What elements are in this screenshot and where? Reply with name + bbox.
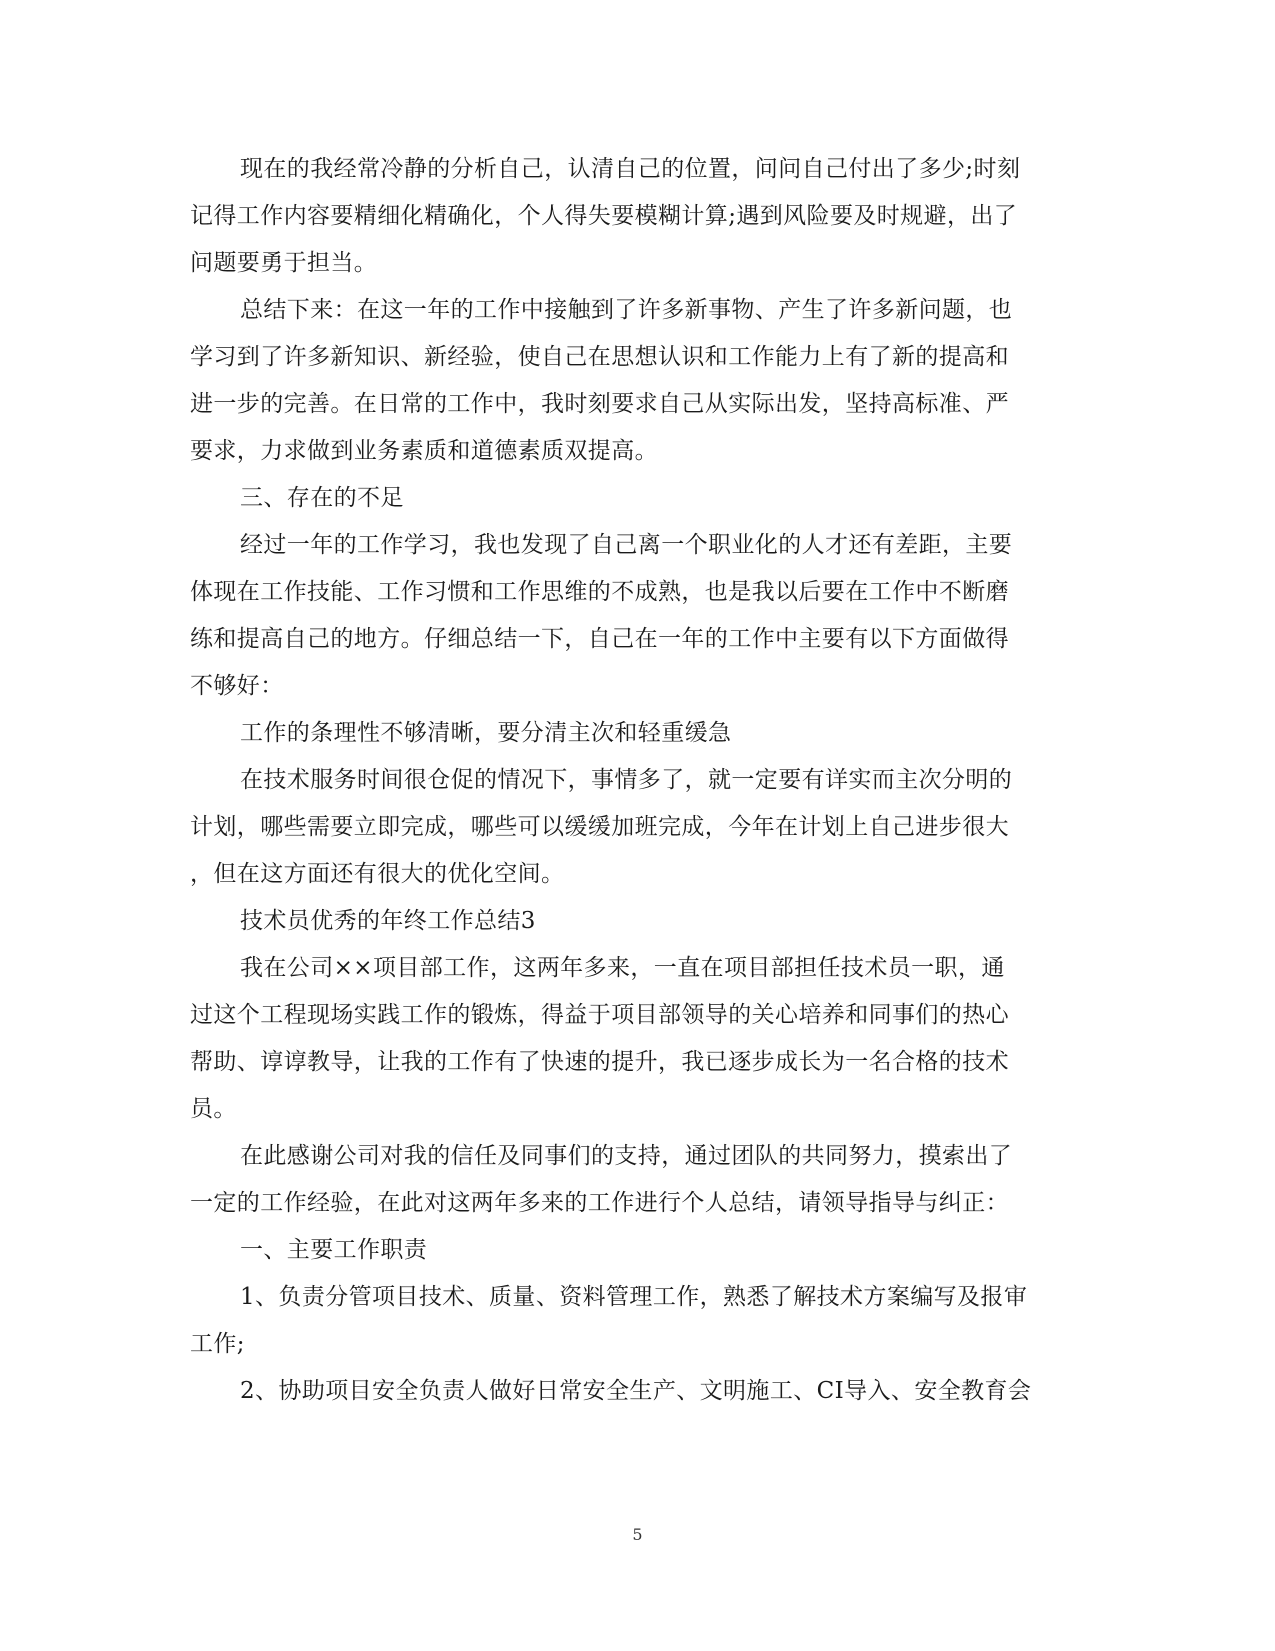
section-title: 技术员优秀的年终工作总结3	[240, 908, 536, 934]
text-line: 经过一年的工作学习，我也发现了自己离一个职业化的人才还有差距，主要	[240, 532, 1013, 558]
text-line: 计划，哪些需要立即完成，哪些可以缓缓加班完成，今年在计划上自己进步很大	[190, 814, 1009, 840]
text-line: 现在的我经常冷静的分析自己，认清自己的位置，问问自己付出了多少;时刻	[240, 156, 1021, 182]
text-line: ，但在这方面还有很大的优化空间。	[190, 861, 565, 887]
text-line: 练和提高自己的地方。仔细总结一下，自己在一年的工作中主要有以下方面做得	[190, 626, 1009, 652]
section-heading: 一、主要工作职责	[240, 1237, 428, 1263]
text-line: 学习到了许多新知识、新经验，使自己在思想认识和工作能力上有了新的提高和	[190, 344, 1009, 370]
text-line: 总结下来：在这一年的工作中接触到了许多新事物、产生了许多新问题，也	[240, 297, 1013, 323]
text-line: 进一步的完善。在日常的工作中，我时刻要求自己从实际出发，坚持高标准、严	[190, 391, 1009, 417]
text-line: 过这个工程现场实践工作的锻炼，得益于项目部领导的关心培养和同事们的热心	[190, 1002, 1009, 1028]
text-line: 帮助、谆谆教导，让我的工作有了快速的提升，我已逐步成长为一名合格的技术	[190, 1049, 1009, 1075]
text-line: 工作;	[190, 1331, 245, 1357]
text-line: 体现在工作技能、工作习惯和工作思维的不成熟，也是我以后要在工作中不断磨	[190, 579, 1009, 605]
text-line: 我在公司××项目部工作，这两年多来，一直在项目部担任技术员一职，通	[240, 955, 1005, 981]
text-line: 2、协助项目安全负责人做好日常安全生产、文明施工、CI导入、安全教育会	[240, 1378, 1032, 1404]
text-line: 在此感谢公司对我的信任及同事们的支持，通过团队的共同努力，摸索出了	[240, 1143, 1013, 1169]
text-line: 问题要勇于担当。	[190, 250, 378, 276]
text-line: 在技术服务时间很仓促的情况下，事情多了，就一定要有详实而主次分明的	[240, 767, 1013, 793]
section-heading: 三、存在的不足	[240, 485, 404, 511]
text-line: 工作的条理性不够清晰，要分清主次和轻重缓急	[240, 720, 732, 746]
text-line: 记得工作内容要精细化精确化，个人得失要模糊计算;遇到风险要及时规避，出了	[190, 203, 1018, 229]
text-line: 1、负责分管项目技术、质量、资料管理工作，熟悉了解技术方案编写及报审	[240, 1284, 1028, 1310]
text-line: 不够好：	[190, 673, 284, 699]
text-line: 员。	[190, 1096, 237, 1122]
page-number: 5	[632, 1525, 643, 1544]
text-line: 要求，力求做到业务素质和道德素质双提高。	[190, 438, 658, 464]
text-line: 一定的工作经验，在此对这两年多来的工作进行个人总结，请领导指导与纠正：	[190, 1190, 1009, 1216]
